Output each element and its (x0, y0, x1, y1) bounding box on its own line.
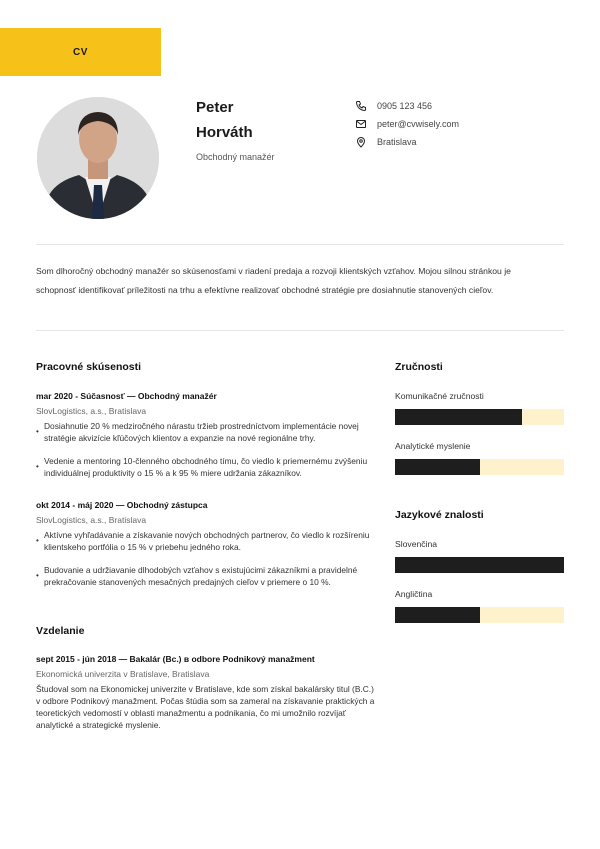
language-bar-fill (395, 557, 564, 573)
skill-bar-fill (395, 409, 522, 425)
entry-title: okt 2014 - máj 2020 — Obchodný zástupca (36, 500, 208, 510)
entry-title: sept 2015 - jún 2018 — Bakalár (Bc.) в odbore Podnikový manažment (36, 654, 315, 664)
bullet-item: • Aktívne vyhľadávanie a získavanie nových obchodných partnerov, čo viedlo k rozšíreniu klientskeho portfólia o 15 % v priebehu jedného roka. (36, 529, 376, 553)
contact-location (355, 133, 459, 151)
divider (36, 330, 564, 331)
skill-bar-fill (395, 459, 480, 475)
location-icon (355, 136, 367, 148)
entry-title: mar 2020 - Súčasnosť — Obchodný manažér (36, 391, 217, 401)
phone-text: 0905 123 456 (377, 101, 433, 111)
profile-photo (37, 97, 159, 219)
summary-line: schopnosť identifikovať príležitosti na trhu a efektívne realizovať obchodné stratégie pre dosiahnutie stanovených cieľov. (36, 285, 494, 295)
contact-email[interactable] (355, 115, 459, 133)
phone-icon (355, 100, 367, 112)
skill-item (395, 441, 564, 475)
language-item (395, 539, 564, 573)
experience-entry (36, 391, 376, 490)
skill-label: Komunikačné zručnosti (395, 391, 484, 401)
entry-company: SlovLogistics, a.s., Bratislava (36, 515, 147, 525)
job-title: Obchodný manažér (196, 152, 275, 162)
cv-badge-label: CV (73, 46, 88, 58)
cv-badge (0, 28, 161, 76)
bullet-list (36, 529, 376, 588)
experience-heading: Pracovné skúsenosti (36, 361, 142, 373)
language-bar-fill (395, 607, 480, 623)
bullet-item: • Budovanie a udržiavanie dlhodobých vzťahov s existujúcimi zákazníkmi a pravidelné prekračovanie stanovených mesačných predajných cieľov v priemere o 10 %. (36, 564, 376, 588)
language-label: Slovenčina (395, 539, 438, 549)
skill-item (395, 391, 564, 425)
entry-company: SlovLogistics, a.s., Bratislava (36, 406, 147, 416)
summary-line: Som dlhoročný obchodný manažér so skúsenosťami v riadení predaja a rozvoji klientských vzťahov. Mojou silnou stránkou je (36, 266, 511, 276)
bullet-list (36, 420, 376, 479)
divider (36, 244, 564, 245)
first-name: Peter (196, 99, 234, 116)
skill-label: Analytické myslenie (395, 441, 471, 451)
location-text: Bratislava (377, 137, 417, 147)
bullet-item: • Dosiahnutie 20 % medziročného nárastu tržieb prostredníctvom implementácie novej stratégie akvizície kľúčových klientov a expanzie na nové regionálne trhy. (36, 420, 376, 444)
bullet-item: • Vedenie a mentoring 10-členného obchodného tímu, čo viedlo k priemernému zvýšeniu individuálnej produktivity o 15 % a k 95 % miere udržania zákazníkov. (36, 455, 376, 479)
profile-summary (36, 262, 564, 300)
languages-heading: Jazykové znalosti (395, 509, 484, 521)
mail-icon (355, 118, 367, 130)
language-bar (395, 607, 564, 623)
last-name: Horváth (196, 124, 253, 141)
education-heading: Vzdelanie (36, 625, 85, 637)
language-item (395, 589, 564, 623)
email-text: peter@cvwisely.com (377, 119, 459, 129)
skills-heading: Zručnosti (395, 361, 443, 373)
language-bar (395, 557, 564, 573)
education-entry (36, 654, 376, 731)
skill-bar (395, 459, 564, 475)
contact-phone[interactable] (355, 97, 459, 115)
skill-bar (395, 409, 564, 425)
language-label: Angličtina (395, 589, 433, 599)
experience-entry (36, 500, 376, 599)
contact-info (355, 97, 459, 151)
entry-school: Ekonomická univerzita v Bratislave, Bratislava (36, 669, 210, 679)
entry-description: Študoval som na Ekonomickej univerzite v Bratislave, kde som získal bakalársky titul (B.C.) v odbore Podnikový manažment. Počas štúdia som sa zameral na získavanie praktických a teoretických vedomostí v oblasti manažmentu a podnikania, čo mi umožnilo rozvíjať analytické a strategické myslenie. (36, 684, 375, 730)
profile-name (196, 95, 336, 145)
